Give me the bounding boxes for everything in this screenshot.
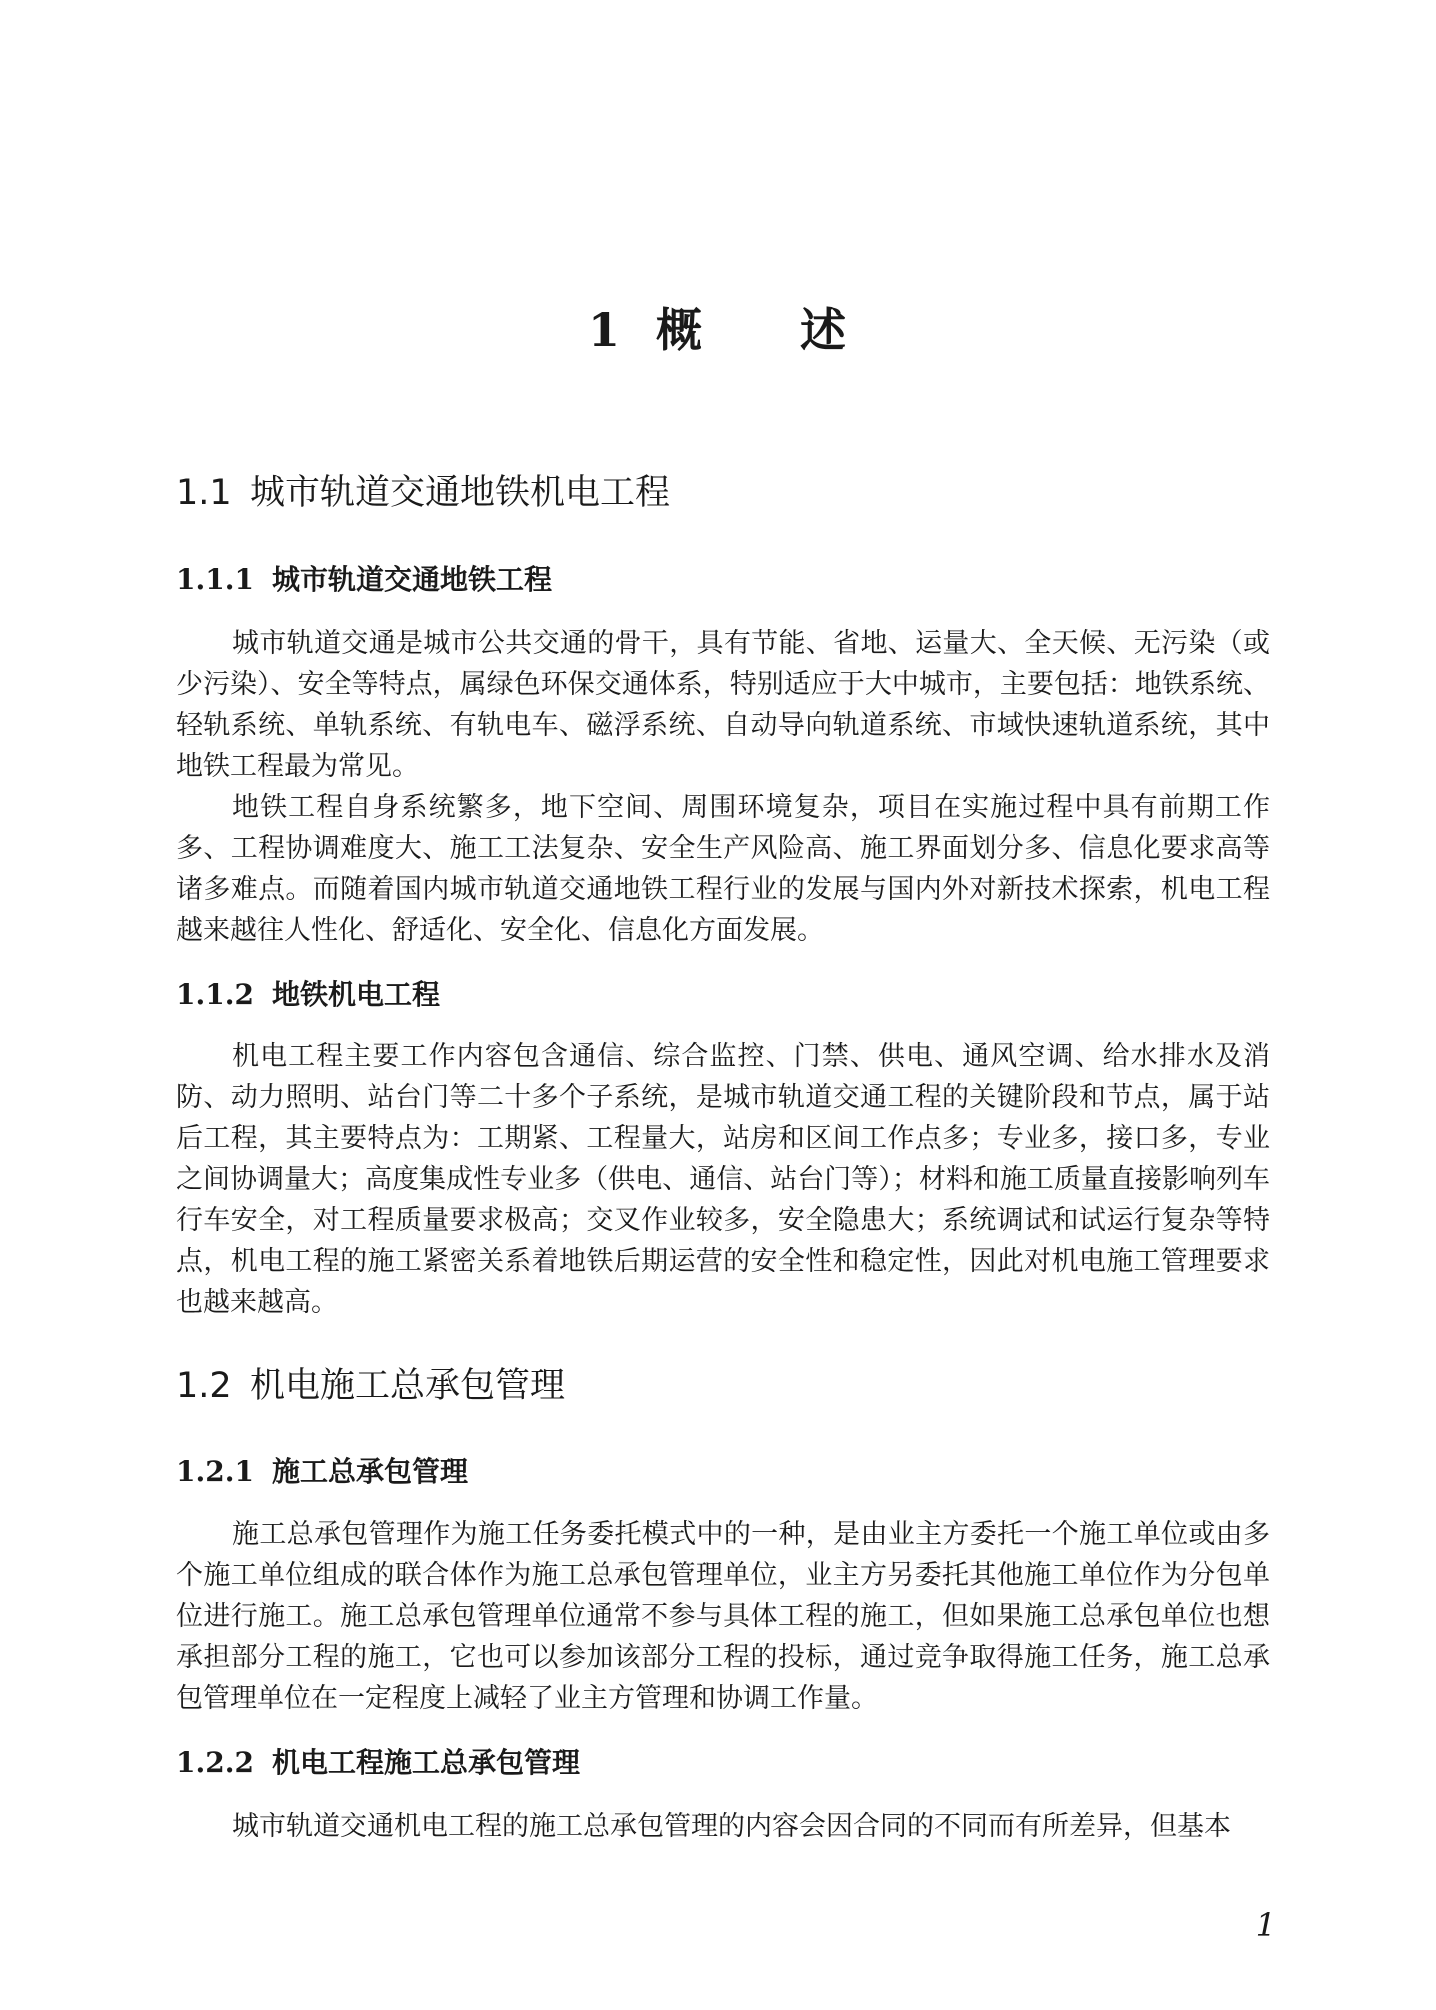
- chapter-title-char-1: 概: [656, 303, 704, 357]
- chapter-title-char-2: 述: [800, 303, 848, 357]
- subsection-heading-1-2-1: [176, 1452, 468, 1492]
- paragraph: 城市轨道交通是城市公共交通的骨干，具有节能、省地、运量大、全天候、无污染（或少污染）、安全等特点，属绿色环保交通体系，特别适应于大中城市，主要包括：地铁系统、轻轨系统、单轨系统、有轨电车、磁浮系统、自动导向轨道系统、市域快速轨道系统，其中地铁工程最为常见。: [176, 628, 1270, 782]
- section-number: 1.2: [176, 1366, 232, 1406]
- chapter-title: [0, 300, 1436, 360]
- subsection-number: 1.2.1: [176, 1455, 254, 1488]
- subsection-number: 1.1.1: [176, 563, 254, 596]
- subsection-title: 城市轨道交通地铁工程: [272, 563, 553, 596]
- subsection-title: 机电工程施工总承包管理: [272, 1746, 581, 1779]
- paragraph: 施工总承包管理作为施工任务委托模式中的一种，是由业主方委托一个施工单位或由多个施工单位组成的联合体作为施工总承包管理单位，业主方另委托其他施工单位作为分包单位进行施工。施工总承包管理单位通常不参与具体工程的施工，但如果施工总承包单位也想承担部分工程的施工，它也可以参加该部分工程的投标，通过竞争取得施工任务，施工总承包管理单位在一定程度上减轻了业主方管理和协调工作量。: [176, 1519, 1270, 1714]
- subsection-heading-1-1-2: [176, 975, 440, 1015]
- subsection-title: 施工总承包管理: [272, 1455, 469, 1488]
- subsection-heading-1-1-1: [176, 560, 552, 600]
- section-number: 1.1: [176, 473, 232, 513]
- subsection-title: 地铁机电工程: [272, 978, 441, 1011]
- section-heading-1-1: [176, 470, 670, 516]
- paragraph: 机电工程主要工作内容包含通信、综合监控、门禁、供电、通风空调、给水排水及消防、动力照明、站台门等二十多个子系统，是城市轨道交通工程的关键阶段和节点，属于站后工程，其主要特点为：工期紧、工程量大，站房和区间工作点多；专业多，接口多，专业之间协调量大；高度集成性专业多（供电、通信、站台门等）；材料和施工质量直接影响列车行车安全，对工程质量要求极高；交叉作业较多，安全隐患大；系统调试和试运行复杂等特点，机电工程的施工紧密关系着地铁后期运营的安全性和稳定性，因此对机电施工管理要求也越来越高。: [176, 1041, 1270, 1318]
- subsection-number: 1.1.2: [176, 978, 254, 1011]
- section-title: 机电施工总承包管理: [250, 1366, 566, 1406]
- subsection-heading-1-2-2: [176, 1743, 580, 1783]
- paragraph: 地铁工程自身系统繁多，地下空间、周围环境复杂，项目在实施过程中具有前期工作多、工程协调难度大、施工工法复杂、安全生产风险高、施工界面划分多、信息化要求高等诸多难点。而随着国内城市轨道交通地铁工程行业的发展与国内外对新技术探索，机电工程越来越往人性化、舒适化、安全化、信息化方面发展。: [176, 792, 1270, 946]
- section-heading-1-2: [176, 1363, 565, 1409]
- section-title: 城市轨道交通地铁机电工程: [250, 473, 671, 513]
- chapter-number: 1: [587, 303, 622, 357]
- page-number: 1: [1255, 1906, 1276, 1944]
- subsection-number: 1.2.2: [176, 1746, 254, 1779]
- paragraph: 城市轨道交通机电工程的施工总承包管理的内容会因合同的不同而有所差异，但基本: [232, 1811, 1231, 1842]
